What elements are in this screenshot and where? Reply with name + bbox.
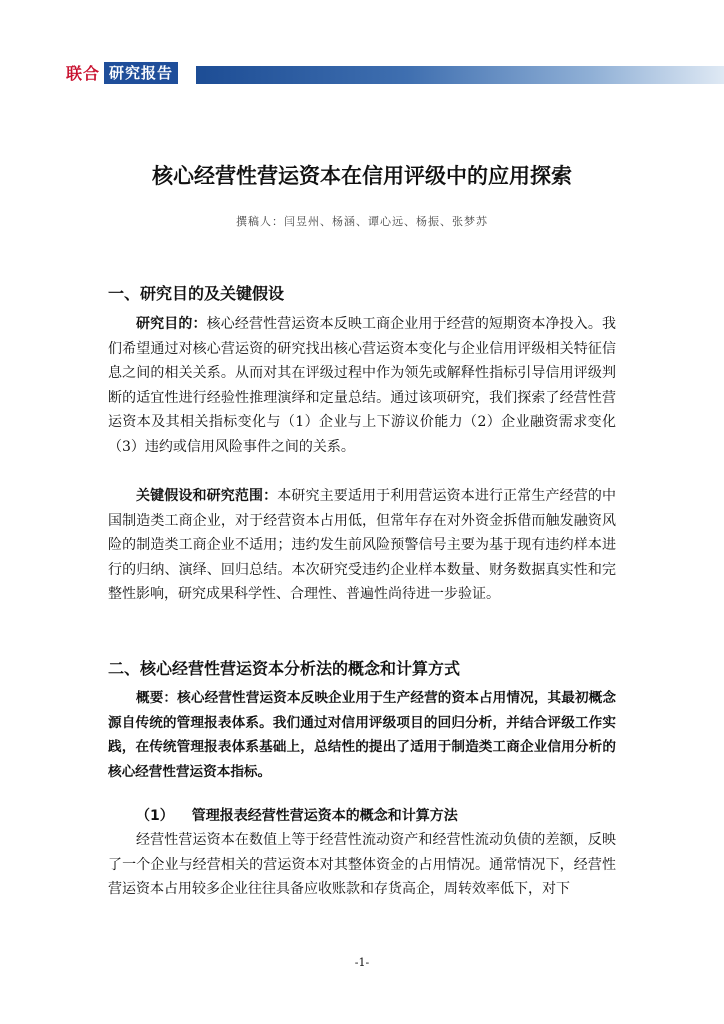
paragraph-label: 关键假设和研究范围： [136, 488, 278, 504]
brand-report-label: 研究报告 [104, 62, 178, 84]
paragraph-text: 核心经营性营运资本反映工商企业用于经营的短期资本净投入。我们希望通过对核心营运资的研究找出核心营运资本变化与企业信用评级相关特征信息之间的相关关系。从而对其在评级过程中作为领先或解释性指标引导信用评级判断的适宜性进行经验性推理演绎和定量总结。通过该项研究，我们探索了经营性营运资本及其相关指标变化与（1）企业与上下游议价能力（2）企业融资需求变化（3）违约或信用风险事件之间的关系。 [108, 316, 617, 455]
paragraph-text: 本研究主要适用于利用营运资本进行正常生产经营的中国制造类工商企业，对于经营资本占用低，但常年存在对外资金拆借而触发融资风险的制造类工商企业不适用；违约发生前风险预警信号主要为基于现有违约样本进行的归纳、演绎、回归总结。本次研究受违约企业样本数量、财务数据真实性和完整性影响，研究成果科学性、合理性、普遍性尚待进一步验证。 [108, 488, 617, 603]
document-title: 核心经营性营运资本在信用评级中的应用探索 [152, 164, 572, 188]
subsection-heading [136, 805, 458, 825]
page-number: -1- [354, 956, 370, 969]
section-2-paragraph-2: 经营性营运资本在数值上等于经营性流动资产和经营性流动负债的差额，反映了一个企业与经营相关的营运资本对其整体资金的占用情况。通常情况下，经营性营运资本占用较多企业往往具备应收账款和存货高企，周转效率低下，对下 [108, 832, 616, 898]
section-2-heading: 二、核心经营性营运资本分析法的概念和计算方式 [108, 659, 461, 678]
section-2-summary-paragraph: 概要：核心经营性营运资本反映企业用于生产经营的资本占用情况，其最初概念源自传统的管理报表体系。我们通过对信用评级项目的回归分析，并结合评级工作实践，在传统管理报表体系基础上，总结性的提出了适用于制造类工商企业信用分析的核心经营性营运资本指标。 [108, 690, 616, 780]
subsection-number: （1） [136, 808, 174, 824]
section-1-heading: 一、研究目的及关键假设 [108, 284, 285, 303]
section-1-paragraph-2 [108, 484, 616, 607]
section-1-paragraph-1 [108, 312, 616, 460]
paragraph-label: 研究目的： [136, 316, 207, 332]
document-authors: 撰稿人：闫昱州、杨涵、谭心远、杨振、张梦苏 [236, 215, 488, 228]
subsection-title: 管理报表经营性营运资本的概念和计算方法 [191, 808, 458, 824]
brand-name: 联合 [66, 64, 101, 83]
header-gradient-bar [196, 66, 724, 84]
report-header [0, 62, 724, 86]
